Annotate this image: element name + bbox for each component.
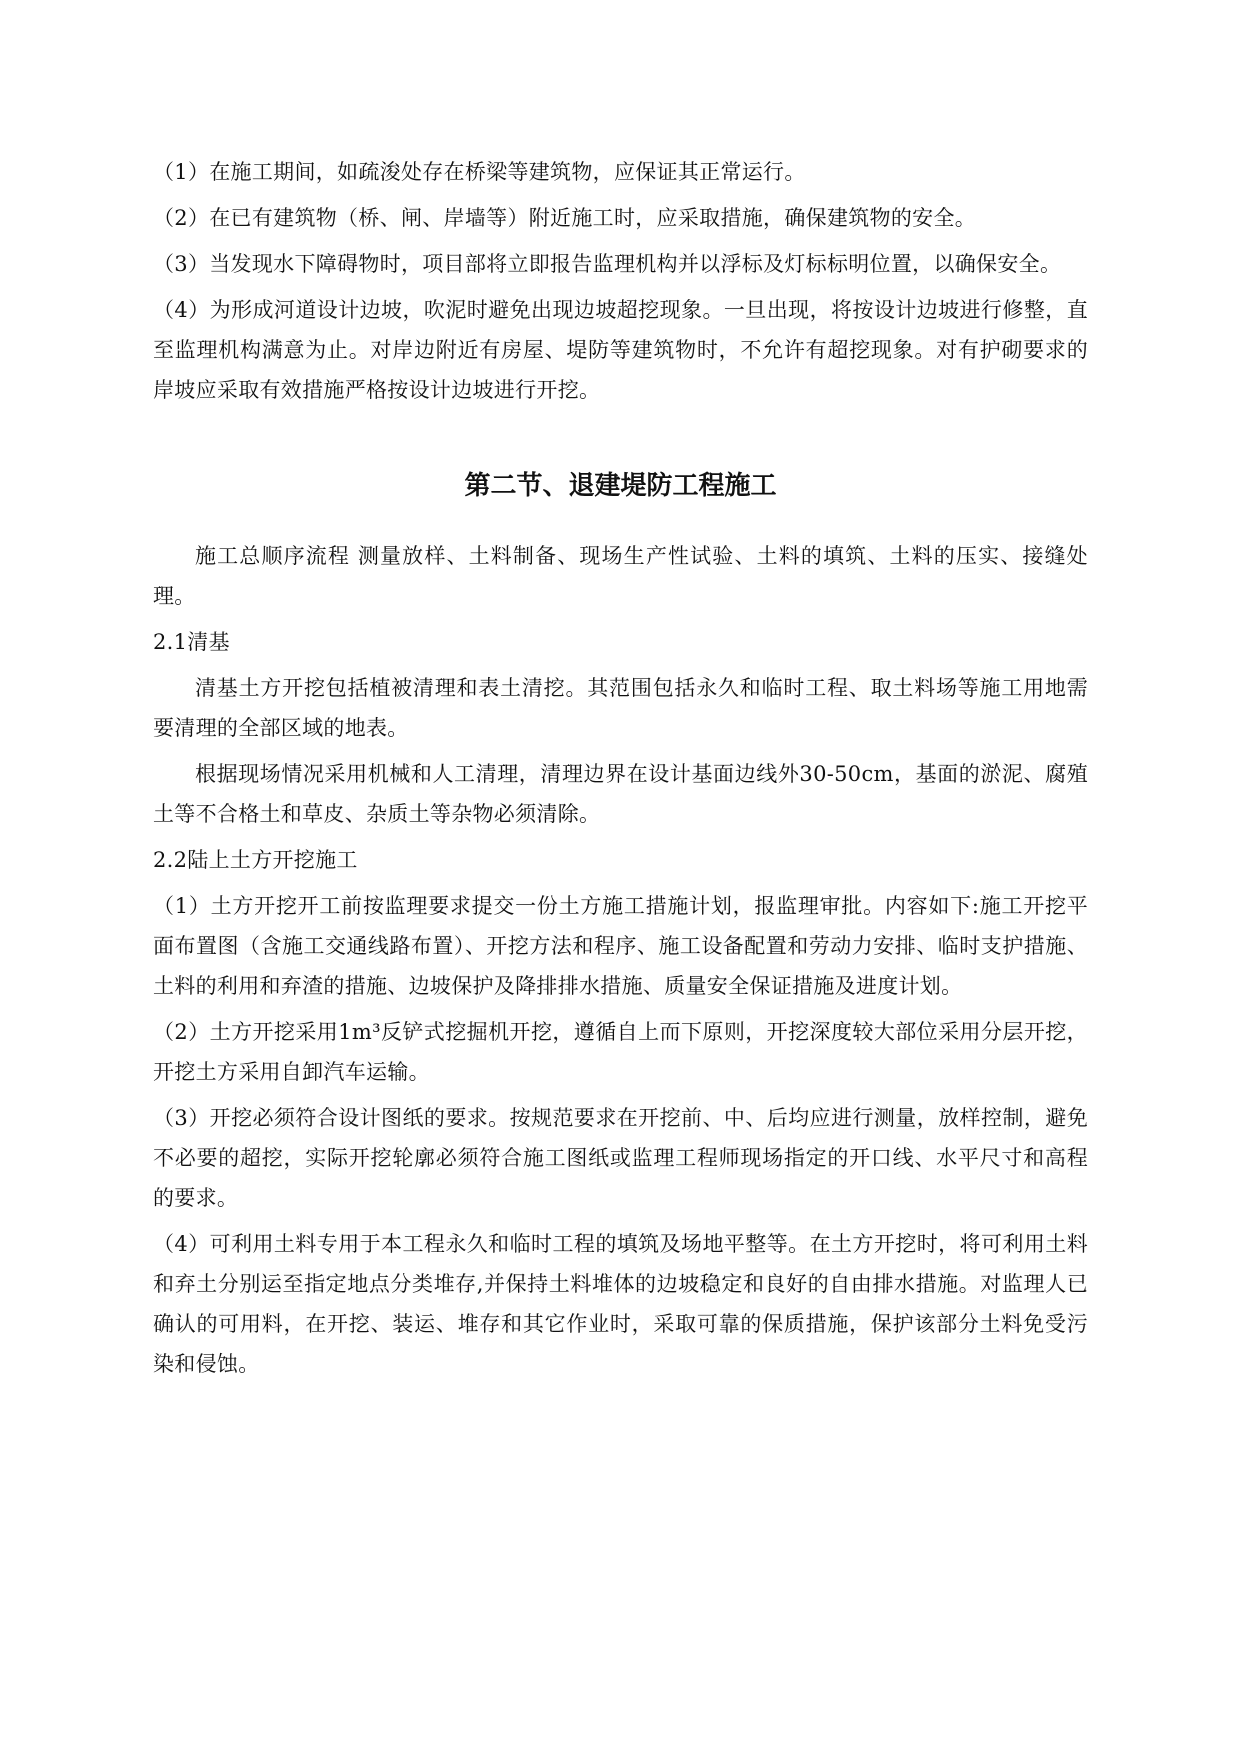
list-item: （4）可利用土料专用于本工程永久和临时工程的填筑及场地平整等。在土方开挖时，将可利用土料和弃土分别运至指定地点分类堆存,并保持土料堆体的边坡稳定和良好的自由排水措施。对监理人已确认的可用料，在开挖、装运、堆存和其它作业时，采取可靠的保质措施，保护该部分土料免受污染和侵蚀。 bbox=[153, 1232, 1088, 1376]
subsection-heading: 2.1清基 bbox=[153, 630, 230, 654]
paragraph: 清基土方开挖包括植被清理和表土清挖。其范围包括永久和临时工程、取土料场等施工用地需要清理的全部区域的地表。 bbox=[153, 676, 1088, 740]
list-item: （1）在施工期间，如疏浚处存在桥梁等建筑物，应保证其正常运行。 bbox=[153, 160, 806, 184]
list-item: （2）在已有建筑物（桥、闸、岸墙等）附近施工时，应采取措施，确保建筑物的安全。 bbox=[153, 206, 977, 230]
intro-paragraph: 施工总顺序流程 测量放样、土料制备、现场生产性试验、土料的填筑、土料的压实、接缝处理。 bbox=[153, 544, 1088, 608]
list-item: （3）开挖必须符合设计图纸的要求。按规范要求在开挖前、中、后均应进行测量，放样控制，避免不必要的超挖，实际开挖轮廓必须符合施工图纸或监理工程师现场指定的开口线、水平尺寸和高程的要求。 bbox=[153, 1106, 1088, 1210]
subsection-heading: 2.2陆上土方开挖施工 bbox=[153, 848, 358, 872]
paragraph: 根据现场情况采用机械和人工清理，清理边界在设计基面边线外30-50cm，基面的淤泥、腐殖土等不合格土和草皮、杂质土等杂物必须清除。 bbox=[153, 762, 1088, 826]
list-item: （4）为形成河道设计边坡，吹泥时避免出现边坡超挖现象。一旦出现，将按设计边坡进行修整，直至监理机构满意为止。对岸边附近有房屋、堤防等建筑物时，不允许有超挖现象。对有护砌要求的岸坡应采取有效措施严格按设计边坡进行开挖。 bbox=[153, 298, 1088, 402]
list-item: （1）土方开挖开工前按监理要求提交一份土方施工措施计划，报监理审批。内容如下:施工开挖平面布置图（含施工交通线路布置）、开挖方法和程序、施工设备配置和劳动力安排、临时支护措施、土料的利用和弃渣的措施、边坡保护及降排排水措施、质量安全保证措施及进度计划。 bbox=[153, 894, 1088, 998]
section-title: 第二节、退建堤防工程施工 bbox=[464, 471, 777, 501]
list-item: （3）当发现水下障碍物时，项目部将立即报告监理机构并以浮标及灯标标明位置，以确保安全。 bbox=[153, 252, 1062, 276]
list-item: （2）土方开挖采用1m³反铲式挖掘机开挖，遵循自上而下原则，开挖深度较大部位采用分层开挖，开挖土方采用自卸汽车运输。 bbox=[153, 1020, 1088, 1084]
page-content bbox=[153, 152, 1088, 1390]
